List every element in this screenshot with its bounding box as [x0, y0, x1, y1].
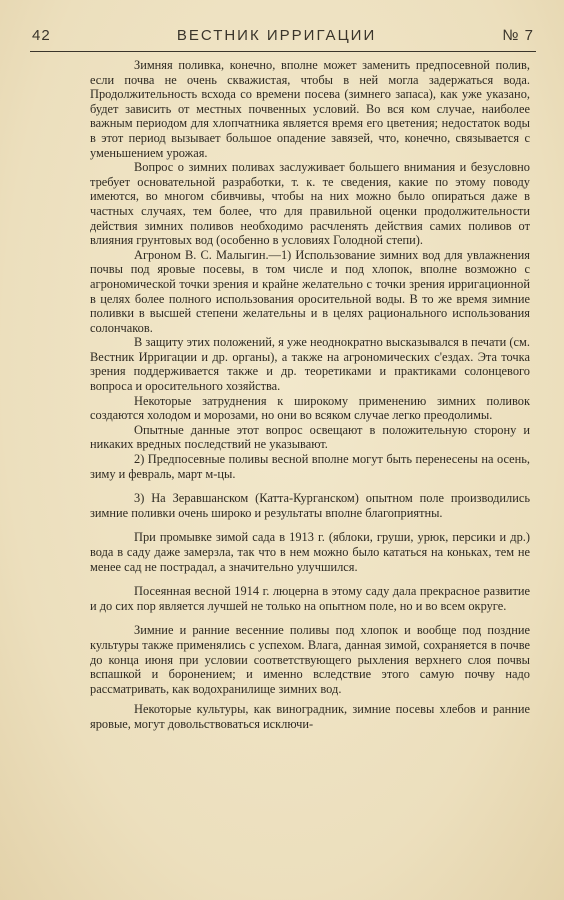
paragraph: Агроном В. С. Малыгин.—1) Использование зимних вод для увлажнения почвы под яровые посевы, в том числе и под хлопок, вполне возможно с агрономической точки зрения и крайне желательно с точки зрения ирригационной в целях более полного использования оросительной воды. В то же время зимние поливки в высшей степени желательны и в целях рационального использования солончаков. — [90, 247, 530, 335]
paragraph: 3) На Зеравшанском (Катта-Курганском) опытном поле производились зимние поливки очень широко и результаты вполне благоприятны. — [90, 491, 530, 520]
paragraph: При промывке зимой сада в 1913 г. (яблоки, груши, урюк, персики и др.) вода в саду даже замерзла, так что в нем можно было кататься на коньках, тем не менее сад не пострадал, а значительно улучшился. — [90, 530, 530, 574]
paragraph: Некоторые культуры, как виноградник, зимние посевы хлебов и ранние яровые, могут довольствоваться исключи- — [90, 702, 530, 731]
page-number: 42 — [32, 26, 51, 44]
header-rule — [30, 51, 536, 52]
paragraph: 2) Предпосевные поливы весной вполне могут быть перенесены на осень, зиму и февраль, март м-цы. — [90, 452, 530, 481]
paragraph: Зимняя поливка, конечно, вполне может заменить предпосевной полив, если почва не очень скважистая, чтобы в ней могла задержаться вода. Продолжительность всхода со времени посева (зимнего запаса), как уже указано, будет зависить от местных почвенных условий. Во вся ком случае, наиболее важным периодом для хлопчатника является время его цветения; недостаток воды в этот период вызывает большое опадение завязей, что, конечно, связывается с уменьшением урожая. — [90, 58, 530, 160]
article-body — [90, 58, 530, 732]
paragraph: Посеянная весной 1914 г. люцерна в этому саду дала прекрасное развитие и до сих пор является лучшей не только на опытном поле, но и во всем округе. — [90, 584, 530, 613]
paragraph: Зимние и ранние весенние поливы под хлопок и вообще под поздние культуры также применялись с успехом. Влага, данная зимой, сохраняется в почве до конца июня при условии соответствующего рыхления верхнего слоя почвы вспашкой и боронением; и именно вследствие этого самую почву надо рассматривать, как водохранилище зимних вод. — [90, 623, 530, 696]
paragraph: Некоторые затруднения к широкому применению зимних поливок создаются холодом и морозами, но они во всяком случае легко преодолимы. — [90, 393, 530, 423]
paragraph: Опытные данные этот вопрос освещают в положительную сторону и никаких вредных последствий не указывают. — [90, 422, 530, 452]
journal-title: ВЕСТНИК ИРРИГАЦИИ — [176, 26, 377, 44]
issue-number: № 7 — [502, 26, 534, 44]
running-header — [32, 24, 534, 46]
paragraph: В защиту этих положений, я уже неоднократно высказывался в печати (см. Вестник Ирригации и др. органы), а также на агрономических с'ездах. Эта точка зрения поддерживается также и др. теоретиками и практиками солонцевого вопроса и оросительного хозяйства. — [90, 335, 530, 394]
paragraph: Вопрос о зимних поливах заслуживает большего внимания и безусловно требует основательной разработки, т. к. те сведения, какие по этому поводу имеются, во многом сбивчивы, чтобы на них можно было опираться даже в частных случаях, тем более, что для правильной оценки продолжительности действия зимних поливов необходимо расчленять действия самих поливов от влияния грунтовых вод (особенно в условиях Голодной степи). — [90, 160, 530, 248]
